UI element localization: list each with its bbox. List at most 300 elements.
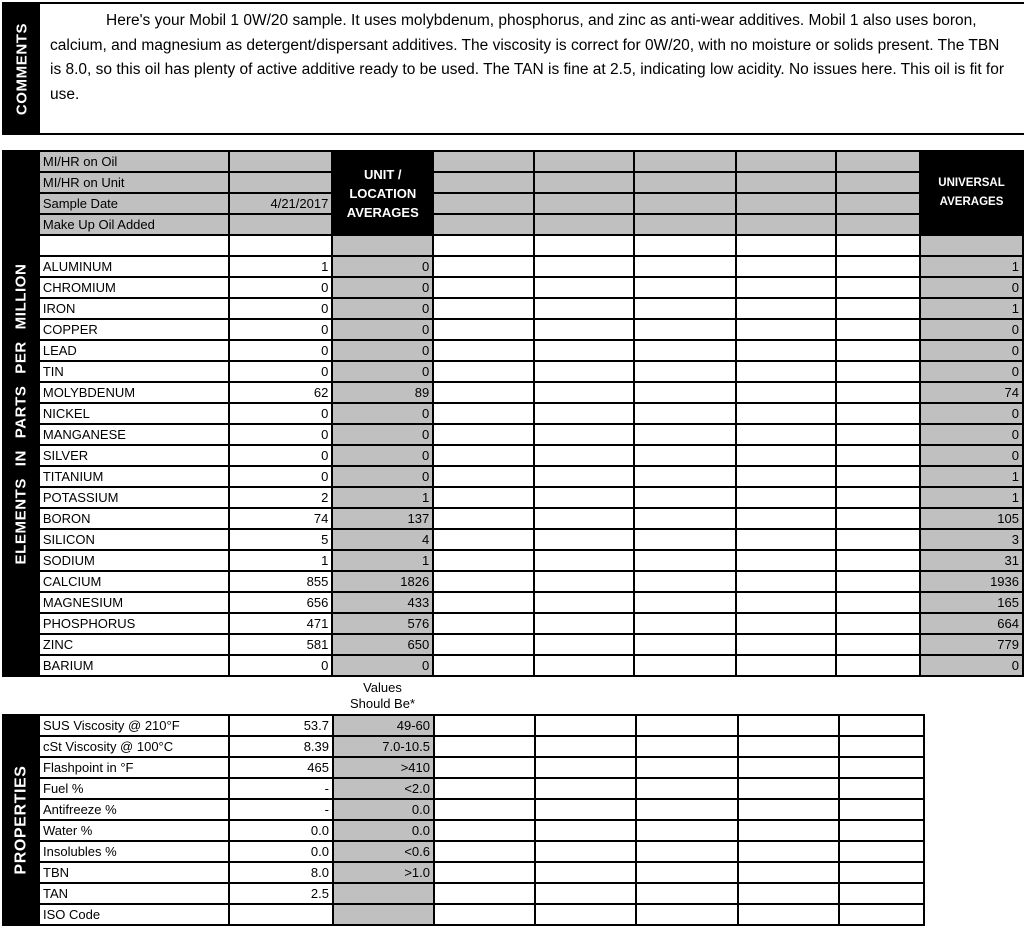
comments-body bbox=[40, 4, 1024, 133]
element-unit-avg-cell: 89 bbox=[332, 382, 433, 403]
empty-cell bbox=[534, 424, 635, 445]
property-row bbox=[3, 820, 924, 841]
empty-cell bbox=[836, 403, 920, 424]
property-name-cell: SUS Viscosity @ 210°F bbox=[39, 715, 229, 736]
empty-cell bbox=[738, 715, 839, 736]
empty-cell bbox=[634, 508, 736, 529]
element-universal-avg-cell: 664 bbox=[920, 613, 1023, 634]
element-sample-cell: 1 bbox=[229, 550, 333, 571]
element-sample-cell: 5 bbox=[229, 529, 333, 550]
empty-cell bbox=[736, 361, 837, 382]
property-sample-cell: 8.39 bbox=[229, 736, 333, 757]
comments-sidebar bbox=[4, 4, 40, 133]
empty-cell bbox=[839, 757, 924, 778]
empty-cell bbox=[836, 487, 920, 508]
properties-sidebar-label: PROPERTIES bbox=[12, 765, 30, 875]
property-name-cell: Water % bbox=[39, 820, 229, 841]
property-row bbox=[3, 862, 924, 883]
empty-cell bbox=[634, 550, 736, 571]
element-name-cell: COPPER bbox=[39, 319, 229, 340]
empty-cell bbox=[634, 298, 736, 319]
info-label-cell: MI/HR on Unit bbox=[39, 172, 229, 193]
element-name-cell: CHROMIUM bbox=[39, 277, 229, 298]
empty-cell bbox=[839, 715, 924, 736]
info-row bbox=[3, 214, 1023, 235]
empty-cell bbox=[836, 340, 920, 361]
universal-averages-header-line: UNIVERSAL bbox=[938, 177, 1005, 189]
property-row bbox=[3, 904, 924, 925]
empty-cell bbox=[535, 715, 636, 736]
empty-cell bbox=[839, 820, 924, 841]
element-unit-avg-cell: 4 bbox=[332, 529, 433, 550]
empty-cell bbox=[836, 571, 920, 592]
element-universal-avg-cell: 779 bbox=[920, 634, 1023, 655]
property-should-be-cell: 0.0 bbox=[333, 799, 434, 820]
element-row bbox=[3, 613, 1023, 634]
empty-cell bbox=[836, 529, 920, 550]
element-sample-cell: 0 bbox=[229, 445, 333, 466]
empty-cell bbox=[836, 550, 920, 571]
empty-cell bbox=[836, 613, 920, 634]
element-unit-avg-cell: 0 bbox=[332, 361, 433, 382]
empty-cell bbox=[839, 841, 924, 862]
element-row bbox=[3, 382, 1023, 403]
empty-cell bbox=[634, 592, 736, 613]
empty-cell bbox=[534, 172, 635, 193]
empty-cell bbox=[433, 151, 534, 172]
element-row bbox=[3, 529, 1023, 550]
empty-cell bbox=[433, 529, 534, 550]
empty-cell bbox=[836, 592, 920, 613]
element-name-cell: BORON bbox=[39, 508, 229, 529]
empty-cell bbox=[433, 193, 534, 214]
element-name-cell: PHOSPHORUS bbox=[39, 613, 229, 634]
element-name-cell: SILICON bbox=[39, 529, 229, 550]
empty-cell bbox=[736, 613, 837, 634]
element-universal-avg-cell: 0 bbox=[920, 361, 1023, 382]
empty-cell bbox=[738, 904, 839, 925]
empty-cell bbox=[634, 571, 736, 592]
property-row bbox=[3, 715, 924, 736]
empty-cell bbox=[433, 319, 534, 340]
empty-cell bbox=[738, 778, 839, 799]
empty-cell bbox=[535, 904, 636, 925]
empty-cell bbox=[836, 256, 920, 277]
empty-cell bbox=[736, 550, 837, 571]
element-name-cell: MOLYBDENUM bbox=[39, 382, 229, 403]
property-sample-cell: 8.0 bbox=[229, 862, 333, 883]
empty-cell bbox=[839, 778, 924, 799]
info-value-cell bbox=[229, 172, 333, 193]
info-row bbox=[3, 193, 1023, 214]
element-universal-avg-cell: 1 bbox=[920, 466, 1023, 487]
empty-cell bbox=[836, 235, 920, 256]
empty-cell bbox=[534, 529, 635, 550]
element-name-cell: NICKEL bbox=[39, 403, 229, 424]
element-unit-avg-cell: 0 bbox=[332, 403, 433, 424]
info-value-cell bbox=[229, 214, 333, 235]
universal-averages-header bbox=[920, 151, 1023, 235]
element-name-cell: TIN bbox=[39, 361, 229, 382]
element-unit-avg-cell: 0 bbox=[332, 340, 433, 361]
element-row bbox=[3, 277, 1023, 298]
empty-cell bbox=[736, 382, 837, 403]
empty-cell bbox=[534, 466, 635, 487]
empty-cell bbox=[736, 445, 837, 466]
elements-sidebar bbox=[3, 151, 39, 676]
element-unit-avg-cell: 137 bbox=[332, 508, 433, 529]
comments-section bbox=[2, 2, 1024, 135]
empty-cell bbox=[836, 172, 920, 193]
element-name-cell: SILVER bbox=[39, 445, 229, 466]
element-name-cell: MAGNESIUM bbox=[39, 592, 229, 613]
empty-cell bbox=[736, 466, 837, 487]
empty-cell bbox=[738, 799, 839, 820]
empty-cell bbox=[534, 634, 635, 655]
empty-cell bbox=[636, 778, 738, 799]
element-unit-avg-cell: 0 bbox=[332, 319, 433, 340]
properties-table bbox=[2, 714, 925, 926]
element-sample-cell: 0 bbox=[229, 319, 333, 340]
empty-cell bbox=[534, 361, 635, 382]
element-universal-avg-cell: 3 bbox=[920, 529, 1023, 550]
empty-cell bbox=[434, 757, 535, 778]
empty-cell bbox=[736, 214, 837, 235]
empty-cell bbox=[534, 298, 635, 319]
empty-cell bbox=[738, 820, 839, 841]
empty-cell bbox=[534, 613, 635, 634]
empty-cell bbox=[433, 277, 534, 298]
property-row bbox=[3, 799, 924, 820]
empty-cell bbox=[534, 235, 635, 256]
empty-cell bbox=[534, 151, 635, 172]
empty-cell bbox=[636, 841, 738, 862]
element-unit-avg-cell: 1 bbox=[332, 487, 433, 508]
empty-cell bbox=[634, 403, 736, 424]
empty-cell bbox=[534, 193, 635, 214]
empty-cell bbox=[433, 634, 534, 655]
element-row bbox=[3, 634, 1023, 655]
element-row bbox=[3, 571, 1023, 592]
element-universal-avg-cell: 0 bbox=[920, 340, 1023, 361]
empty-cell bbox=[839, 904, 924, 925]
unit-location-averages-header-line: AVERAGES bbox=[346, 204, 419, 220]
empty-cell bbox=[433, 487, 534, 508]
empty-cell bbox=[534, 571, 635, 592]
empty-cell bbox=[634, 634, 736, 655]
empty-cell bbox=[534, 403, 635, 424]
empty-cell bbox=[433, 571, 534, 592]
empty-cell bbox=[736, 403, 837, 424]
property-should-be-cell: >410 bbox=[333, 757, 434, 778]
empty-cell bbox=[634, 319, 736, 340]
element-row bbox=[3, 403, 1023, 424]
comments-sidebar-label: COMMENTS bbox=[13, 22, 31, 115]
info-label-cell: Sample Date bbox=[39, 193, 229, 214]
empty-cell bbox=[535, 841, 636, 862]
empty-cell bbox=[634, 529, 736, 550]
empty-cell bbox=[736, 277, 837, 298]
property-should-be-cell: <2.0 bbox=[333, 778, 434, 799]
empty-cell bbox=[433, 298, 534, 319]
element-universal-avg-cell: 74 bbox=[920, 382, 1023, 403]
empty-cell bbox=[736, 151, 837, 172]
info-label-cell: Make Up Oil Added bbox=[39, 214, 229, 235]
empty-cell bbox=[839, 883, 924, 904]
element-sample-cell: 0 bbox=[229, 403, 333, 424]
empty-cell bbox=[636, 799, 738, 820]
empty-cell bbox=[736, 235, 837, 256]
empty-cell bbox=[433, 214, 534, 235]
empty-cell bbox=[634, 193, 736, 214]
empty-cell bbox=[736, 508, 837, 529]
empty-cell bbox=[836, 655, 920, 676]
property-sample-cell: 465 bbox=[229, 757, 333, 778]
empty-cell bbox=[534, 592, 635, 613]
empty-cell bbox=[636, 757, 738, 778]
info-label-cell: MI/HR on Oil bbox=[39, 151, 229, 172]
empty-cell bbox=[534, 340, 635, 361]
empty-cell bbox=[634, 655, 736, 676]
empty-cell bbox=[736, 634, 837, 655]
property-row bbox=[3, 883, 924, 904]
property-sample-cell: - bbox=[229, 799, 333, 820]
element-universal-avg-cell: 0 bbox=[920, 445, 1023, 466]
element-name-cell: BARIUM bbox=[39, 655, 229, 676]
empty-cell bbox=[433, 445, 534, 466]
property-should-be-cell: 0.0 bbox=[333, 820, 434, 841]
element-unit-avg-cell: 0 bbox=[332, 424, 433, 445]
empty-cell bbox=[738, 862, 839, 883]
property-sample-cell: 2.5 bbox=[229, 883, 333, 904]
property-row bbox=[3, 736, 924, 757]
element-sample-cell: 471 bbox=[229, 613, 333, 634]
empty-cell bbox=[736, 592, 837, 613]
blank-unit-avg-cell bbox=[332, 235, 433, 256]
element-name-cell: MANGANESE bbox=[39, 424, 229, 445]
element-unit-avg-cell: 0 bbox=[332, 256, 433, 277]
property-name-cell: TAN bbox=[39, 883, 229, 904]
empty-cell bbox=[634, 487, 736, 508]
empty-cell bbox=[534, 487, 635, 508]
property-sample-cell: 53.7 bbox=[229, 715, 333, 736]
empty-cell bbox=[534, 256, 635, 277]
property-sample-cell: 0.0 bbox=[229, 841, 333, 862]
unit-location-averages-header bbox=[332, 151, 433, 235]
element-universal-avg-cell: 1936 bbox=[920, 571, 1023, 592]
empty-cell bbox=[836, 382, 920, 403]
empty-cell bbox=[736, 172, 837, 193]
empty-cell bbox=[433, 550, 534, 571]
element-row bbox=[3, 655, 1023, 676]
element-unit-avg-cell: 0 bbox=[332, 655, 433, 676]
element-row bbox=[3, 256, 1023, 277]
empty-cell bbox=[738, 736, 839, 757]
element-row bbox=[3, 508, 1023, 529]
element-unit-avg-cell: 0 bbox=[332, 277, 433, 298]
element-name-cell: TITANIUM bbox=[39, 466, 229, 487]
element-sample-cell: 581 bbox=[229, 634, 333, 655]
element-universal-avg-cell: 0 bbox=[920, 424, 1023, 445]
element-name-cell: ALUMINUM bbox=[39, 256, 229, 277]
unit-location-averages-header-line: LOCATION bbox=[349, 185, 417, 201]
element-unit-avg-cell: 650 bbox=[332, 634, 433, 655]
empty-cell bbox=[636, 715, 738, 736]
element-sample-cell: 0 bbox=[229, 655, 333, 676]
empty-cell bbox=[535, 736, 636, 757]
element-sample-cell: 0 bbox=[229, 298, 333, 319]
empty-cell bbox=[836, 277, 920, 298]
property-sample-cell bbox=[229, 904, 333, 925]
empty-cell bbox=[634, 466, 736, 487]
empty-cell bbox=[534, 508, 635, 529]
empty-cell bbox=[736, 571, 837, 592]
element-unit-avg-cell: 0 bbox=[332, 445, 433, 466]
empty-cell bbox=[433, 172, 534, 193]
empty-cell bbox=[434, 862, 535, 883]
universal-averages-header-line: AVERAGES bbox=[939, 196, 1004, 208]
element-unit-avg-cell: 576 bbox=[332, 613, 433, 634]
empty-cell bbox=[535, 862, 636, 883]
values-should-be-line: Should Be* bbox=[349, 696, 416, 711]
empty-cell bbox=[634, 340, 736, 361]
empty-cell bbox=[636, 904, 738, 925]
empty-cell bbox=[836, 361, 920, 382]
elements-sidebar-label: ELEMENTS IN PARTS PER MILLION bbox=[12, 263, 30, 564]
empty-cell bbox=[634, 424, 736, 445]
element-name-cell: IRON bbox=[39, 298, 229, 319]
property-should-be-cell: <0.6 bbox=[333, 841, 434, 862]
blank-value-cell bbox=[229, 235, 333, 256]
empty-cell bbox=[434, 841, 535, 862]
empty-cell bbox=[634, 214, 736, 235]
property-should-be-cell: >1.0 bbox=[333, 862, 434, 883]
empty-cell bbox=[736, 655, 837, 676]
empty-cell bbox=[434, 883, 535, 904]
empty-cell bbox=[736, 424, 837, 445]
empty-cell bbox=[736, 340, 837, 361]
info-row bbox=[3, 151, 1023, 172]
element-unit-avg-cell: 433 bbox=[332, 592, 433, 613]
element-universal-avg-cell: 105 bbox=[920, 508, 1023, 529]
empty-cell bbox=[433, 382, 534, 403]
empty-cell bbox=[433, 613, 534, 634]
element-name-cell: ZINC bbox=[39, 634, 229, 655]
empty-cell bbox=[836, 193, 920, 214]
element-unit-avg-cell: 0 bbox=[332, 298, 433, 319]
element-sample-cell: 74 bbox=[229, 508, 333, 529]
empty-cell bbox=[636, 883, 738, 904]
empty-cell bbox=[836, 445, 920, 466]
empty-cell bbox=[836, 298, 920, 319]
empty-cell bbox=[836, 466, 920, 487]
info-value-cell: 4/21/2017 bbox=[229, 193, 333, 214]
info-row bbox=[3, 172, 1023, 193]
empty-cell bbox=[434, 778, 535, 799]
blank-label-cell bbox=[39, 235, 229, 256]
empty-cell bbox=[736, 529, 837, 550]
empty-cell bbox=[534, 550, 635, 571]
empty-cell bbox=[736, 319, 837, 340]
element-universal-avg-cell: 0 bbox=[920, 403, 1023, 424]
empty-cell bbox=[634, 613, 736, 634]
element-row bbox=[3, 592, 1023, 613]
element-sample-cell: 2 bbox=[229, 487, 333, 508]
empty-cell bbox=[738, 841, 839, 862]
element-sample-cell: 0 bbox=[229, 466, 333, 487]
properties-sidebar bbox=[3, 715, 39, 925]
property-name-cell: ISO Code bbox=[39, 904, 229, 925]
element-universal-avg-cell: 1 bbox=[920, 298, 1023, 319]
property-name-cell: Antifreeze % bbox=[39, 799, 229, 820]
element-name-cell: LEAD bbox=[39, 340, 229, 361]
empty-cell bbox=[738, 757, 839, 778]
spacer-row bbox=[3, 235, 1023, 256]
property-row bbox=[3, 841, 924, 862]
element-universal-avg-cell: 0 bbox=[920, 277, 1023, 298]
empty-cell bbox=[433, 235, 534, 256]
element-unit-avg-cell: 1 bbox=[332, 550, 433, 571]
empty-cell bbox=[636, 820, 738, 841]
element-universal-avg-cell: 165 bbox=[920, 592, 1023, 613]
values-should-be-line: Values bbox=[363, 680, 402, 695]
element-sample-cell: 0 bbox=[229, 340, 333, 361]
empty-cell bbox=[836, 634, 920, 655]
empty-cell bbox=[636, 862, 738, 883]
elements-table bbox=[2, 150, 1024, 677]
element-sample-cell: 62 bbox=[229, 382, 333, 403]
empty-cell bbox=[534, 214, 635, 235]
element-name-cell: SODIUM bbox=[39, 550, 229, 571]
property-should-be-cell bbox=[333, 883, 434, 904]
empty-cell bbox=[634, 256, 736, 277]
empty-cell bbox=[433, 508, 534, 529]
element-row bbox=[3, 550, 1023, 571]
info-value-cell bbox=[229, 151, 333, 172]
empty-cell bbox=[434, 904, 535, 925]
empty-cell bbox=[434, 736, 535, 757]
empty-cell bbox=[434, 799, 535, 820]
element-universal-avg-cell: 1 bbox=[920, 256, 1023, 277]
empty-cell bbox=[433, 655, 534, 676]
element-row bbox=[3, 298, 1023, 319]
empty-cell bbox=[736, 298, 837, 319]
empty-cell bbox=[433, 340, 534, 361]
empty-cell bbox=[634, 445, 736, 466]
empty-cell bbox=[535, 778, 636, 799]
empty-cell bbox=[634, 172, 736, 193]
element-name-cell: POTASSIUM bbox=[39, 487, 229, 508]
property-name-cell: Fuel % bbox=[39, 778, 229, 799]
property-name-cell: Flashpoint in °F bbox=[39, 757, 229, 778]
empty-cell bbox=[433, 424, 534, 445]
empty-cell bbox=[836, 214, 920, 235]
empty-cell bbox=[434, 820, 535, 841]
property-should-be-cell bbox=[333, 904, 434, 925]
element-row bbox=[3, 466, 1023, 487]
element-universal-avg-cell: 31 bbox=[920, 550, 1023, 571]
element-universal-avg-cell: 0 bbox=[920, 655, 1023, 676]
property-name-cell: cSt Viscosity @ 100°C bbox=[39, 736, 229, 757]
property-sample-cell: - bbox=[229, 778, 333, 799]
empty-cell bbox=[836, 319, 920, 340]
element-sample-cell: 0 bbox=[229, 424, 333, 445]
empty-cell bbox=[535, 883, 636, 904]
property-should-be-cell: 49-60 bbox=[333, 715, 434, 736]
empty-cell bbox=[535, 757, 636, 778]
empty-cell bbox=[433, 361, 534, 382]
element-row bbox=[3, 319, 1023, 340]
